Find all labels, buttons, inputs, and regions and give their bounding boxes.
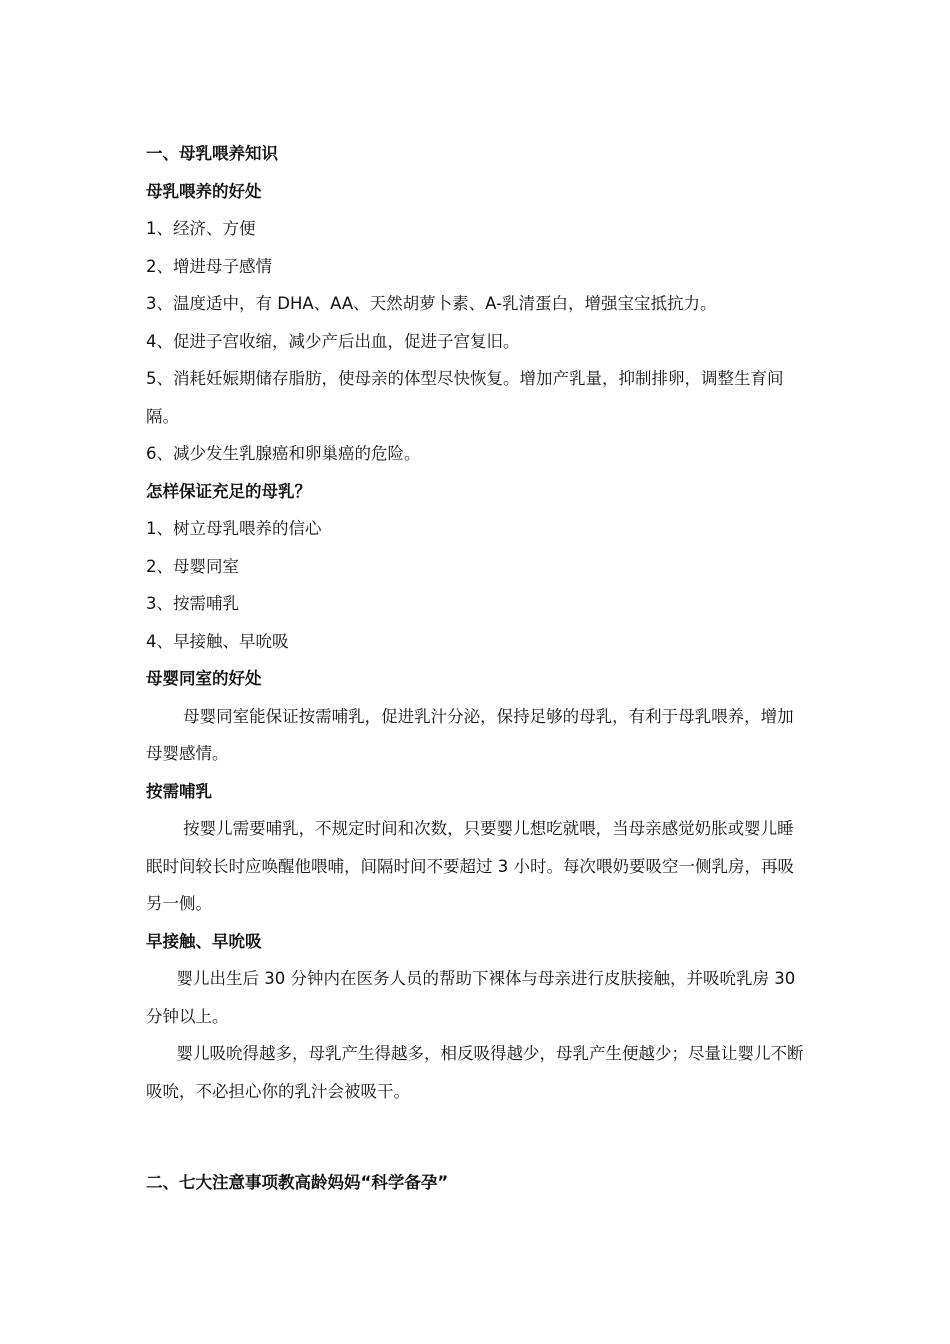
list-item: 6、减少发生乳腺癌和卵巢癌的危险。	[146, 444, 421, 463]
document-body	[146, 135, 810, 1202]
paragraph: 按婴儿需要哺乳，不规定时间和次数，只要婴儿想吃就喂，当母亲感觉奶胀或婴儿睡眠时间较长时应唤醒他喂哺，间隔时间不要超过 3 小时。每次喂奶要吸空一侧乳房，再吸另一侧。	[146, 819, 794, 913]
list-item: 1、树立母乳喂养的信心	[146, 519, 322, 538]
paragraph: 婴儿吸吮得越多，母乳产生得越多，相反吸得越少，母乳产生便越少；尽量让婴儿不断吸吮，不必担心你的乳汁会被吸干。	[146, 1044, 804, 1101]
subheading-early-contact: 早接触、早吮吸	[146, 931, 262, 951]
section-title: 一、母乳喂养知识	[146, 144, 278, 163]
list-item: 4、早接触、早吮吸	[146, 631, 289, 651]
list-item: 3、按需哺乳	[146, 594, 239, 613]
subheading-rooming: 母婴同室的好处	[146, 669, 262, 688]
subheading-on-demand: 按需哺乳	[146, 781, 212, 801]
list-item: 3、温度适中，有 DHA、AA、天然胡萝卜素、A-乳清蛋白，增强宝宝抵抗力。	[146, 294, 717, 313]
subheading-ensure: 怎样保证充足的母乳？	[146, 481, 311, 501]
list-item: 4、促进子宫收缩，减少产后出血，促进子宫复旧。	[146, 331, 520, 351]
section-title: 二、七大注意事项教高龄妈妈“科学备孕”	[146, 1173, 449, 1192]
paragraph: 母婴同室能保证按需哺乳，促进乳汁分泌，保持足够的母乳，有利于母乳喂养，增加母婴感情。	[146, 706, 794, 763]
list-item: 2、母婴同室	[146, 556, 239, 576]
list-item: 2、增进母子感情	[146, 256, 272, 276]
list-item: 5、消耗妊娠期储存脂肪，使母亲的体型尽快恢复。增加产乳量，抑制排卵，调整生育间隔。	[146, 369, 784, 426]
paragraph: 婴儿出生后 30 分钟内在医务人员的帮助下裸体与母亲进行皮肤接触，并吸吮乳房 30 分钟以上。	[146, 969, 796, 1026]
spacer	[146, 1110, 810, 1164]
list-item: 1、经济、方便	[146, 219, 256, 238]
subheading-benefits: 母乳喂养的好处	[146, 181, 262, 201]
